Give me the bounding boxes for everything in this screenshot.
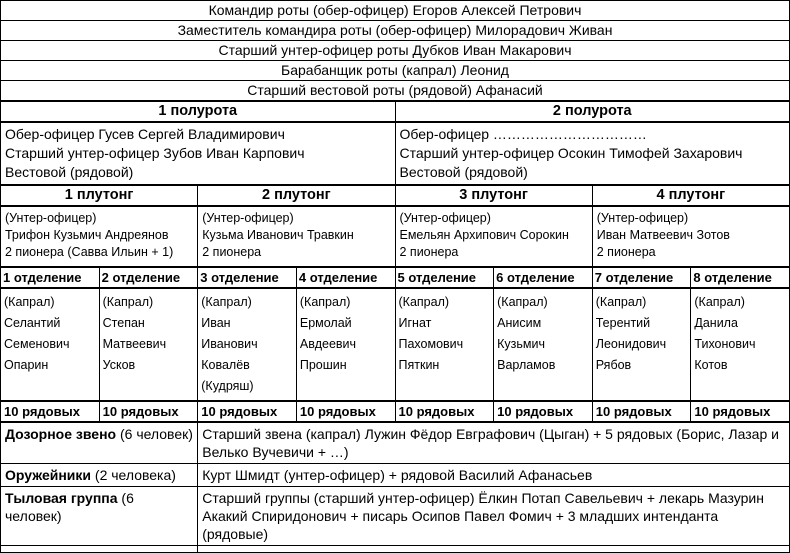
leader-line: Ковалёв <box>201 358 250 372</box>
platoon-line: 2 пионера <box>399 245 459 259</box>
leader-line: (Капрал) <box>497 295 548 309</box>
platoon-staff-row <box>1 206 790 267</box>
table-row <box>1 21 790 41</box>
rear-group-members: Старший группы (старший унтер-офицер) Ёлкин Потап Савельевич + лекарь Мазурин Акакий Спиридонович + писарь Осипов Павел Фомич + 3 младших интенданта (рядовые) <box>198 487 790 546</box>
platoon-2-staff <box>198 206 395 267</box>
section-1-privates: 10 рядовых <box>1 401 100 422</box>
leader-line: (Капрал) <box>694 295 745 309</box>
leader-line: Игнат <box>398 316 432 330</box>
leader-line: Семенович <box>4 337 70 351</box>
leader-line: Тихонович <box>694 337 756 351</box>
section-2-leader <box>99 288 198 401</box>
company-drummer: Барабанщик роты (капрал) Леонид <box>1 61 790 81</box>
group-size: (6 человек) <box>5 490 134 524</box>
platoon-line: (Унтер-офицер) <box>202 211 294 225</box>
section-3-privates: 10 рядовых <box>198 401 297 422</box>
leader-line: Авдеевич <box>299 337 357 351</box>
staff-line: Обер-офицер …………………………… <box>399 126 647 142</box>
platoon-line: Трифон Кузьмич Андреянов <box>5 228 169 242</box>
platoon-1-staff <box>1 206 198 267</box>
rear-group-row <box>1 487 790 546</box>
section-leader-row <box>1 288 790 401</box>
section-3-leader <box>198 288 297 401</box>
section-1-leader <box>1 288 100 401</box>
leader-line: (Кудряш) <box>201 379 254 393</box>
platoon-line: Иван Матвеевич Зотов <box>596 228 730 242</box>
table-row <box>1 81 790 102</box>
section-3-header: 3 отделение <box>198 267 297 288</box>
deputy-commander: Заместитель командира роты (обер-офицер) Милорадович Живан <box>1 21 790 41</box>
platoon-3-staff <box>395 206 592 267</box>
group-name: Оружейники <box>5 467 92 483</box>
section-4-privates: 10 рядовых <box>296 401 395 422</box>
platoon-line: (Унтер-офицер) <box>596 211 689 225</box>
section-2-header: 2 отделение <box>99 267 198 288</box>
section-2-privates: 10 рядовых <box>99 401 198 422</box>
leader-line: Кузьмич <box>497 337 545 351</box>
section-8-header: 8 отделение <box>691 267 790 288</box>
leader-line: Варламов <box>497 358 556 372</box>
leader-line: (Капрал) <box>102 295 154 309</box>
patrol-squad-row <box>1 422 790 464</box>
section-1-header: 1 отделение <box>1 267 100 288</box>
leader-line: (Капрал) <box>398 295 450 309</box>
company-senior-orderly: Старший вестовой роты (рядовой) Афанасий <box>1 81 790 102</box>
leader-line: Рябов <box>595 358 632 372</box>
leader-line: Иван <box>201 316 231 330</box>
section-privates-row <box>1 401 790 422</box>
table-row <box>1 41 790 61</box>
half-company-1-staff <box>1 122 396 185</box>
staff-line: Старший унтер-офицер Зубов Иван Карпович <box>5 145 305 161</box>
leader-line: Ермолай <box>299 316 352 330</box>
platoon-4-header: 4 плутонг <box>592 185 789 206</box>
rear-group-label <box>1 487 198 546</box>
leader-line: Прошин <box>299 358 347 372</box>
staff-line: Вестовой (рядовой) <box>399 164 528 180</box>
section-5-leader <box>395 288 494 401</box>
group-name: Дозорное звено <box>5 426 117 442</box>
table-row <box>1 1 790 21</box>
platoon-3-header: 3 плутонг <box>395 185 592 206</box>
section-7-privates: 10 рядовых <box>592 401 691 422</box>
leader-line: Котов <box>694 358 728 372</box>
section-6-leader <box>494 288 593 401</box>
half-company-1-header: 1 полурота <box>1 101 396 122</box>
half-company-header-row <box>1 101 790 122</box>
leader-line: Степан <box>102 316 145 330</box>
platoon-line: (Унтер-офицер) <box>399 211 491 225</box>
group-size: (6 человек) <box>116 426 193 442</box>
section-8-leader <box>691 288 790 401</box>
half-company-2-header: 2 полурота <box>395 101 790 122</box>
leader-line: Селантий <box>4 316 61 330</box>
leader-line: (Капрал) <box>595 295 647 309</box>
platoon-line: (Унтер-офицер) <box>5 211 97 225</box>
leader-line: Терентий <box>595 316 651 330</box>
empty-cell <box>198 546 790 553</box>
section-8-privates: 10 рядовых <box>691 401 790 422</box>
empty-row <box>1 546 790 553</box>
leader-line: Матвеевич <box>102 337 167 351</box>
half-company-staff-row <box>1 122 790 185</box>
leader-line: (Капрал) <box>4 295 55 309</box>
table-row <box>1 61 790 81</box>
group-size: (2 человека) <box>91 467 176 483</box>
leader-line: Усков <box>102 358 136 372</box>
section-7-header: 7 отделение <box>592 267 691 288</box>
platoon-header-row <box>1 185 790 206</box>
armorers-row <box>1 464 790 487</box>
leader-line: Данила <box>694 316 738 330</box>
leader-line: Иванович <box>201 337 258 351</box>
patrol-squad-label <box>1 422 198 464</box>
empty-cell <box>1 546 198 553</box>
leader-line: Анисим <box>497 316 542 330</box>
platoon-line: Кузьма Иванович Травкин <box>202 228 354 242</box>
armorers-members: Курт Шмидт (унтер-офицер) + рядовой Василий Афанасьев <box>198 464 790 487</box>
section-5-header: 5 отделение <box>395 267 494 288</box>
half-company-2-staff <box>395 122 790 185</box>
section-7-leader <box>592 288 691 401</box>
leader-line: Пяткин <box>398 358 440 372</box>
staff-line: Вестовой (рядовой) <box>5 164 134 180</box>
section-4-header: 4 отделение <box>296 267 395 288</box>
platoon-line: 2 пионера (Савва Ильин + 1) <box>5 245 174 259</box>
leader-line: Опарин <box>4 358 49 372</box>
platoon-line: 2 пионера <box>202 245 262 259</box>
leader-line: Леонидович <box>595 337 667 351</box>
patrol-squad-members: Старший звена (капрал) Лужин Фёдор Евграфович (Цыган) + 5 рядовых (Борис, Лазар и Велько Вучевичи + …) <box>198 422 790 464</box>
section-5-privates: 10 рядовых <box>395 401 494 422</box>
section-4-leader <box>296 288 395 401</box>
section-header-row <box>1 267 790 288</box>
leader-line: (Капрал) <box>201 295 252 309</box>
platoon-1-header: 1 плутонг <box>1 185 198 206</box>
company-sergeant-major: Старший унтер-офицер роты Дубков Иван Макарович <box>1 41 790 61</box>
staff-line: Старший унтер-офицер Осокин Тимофей Захарович <box>399 145 743 161</box>
section-6-privates: 10 рядовых <box>494 401 593 422</box>
group-name: Тыловая группа <box>5 490 118 506</box>
section-6-header: 6 отделение <box>494 267 593 288</box>
armorers-label <box>1 464 198 487</box>
platoon-line: 2 пионера <box>596 245 656 259</box>
leader-line: (Капрал) <box>299 295 351 309</box>
platoon-4-staff <box>592 206 789 267</box>
staff-line: Обер-офицер Гусев Сергей Владимирович <box>5 126 285 142</box>
platoon-2-header: 2 плутонг <box>198 185 395 206</box>
platoon-line: Емельян Архипович Сорокин <box>399 228 569 242</box>
company-commander: Командир роты (обер-офицер) Егоров Алексей Петрович <box>1 1 790 21</box>
leader-line: Пахомович <box>398 337 464 351</box>
